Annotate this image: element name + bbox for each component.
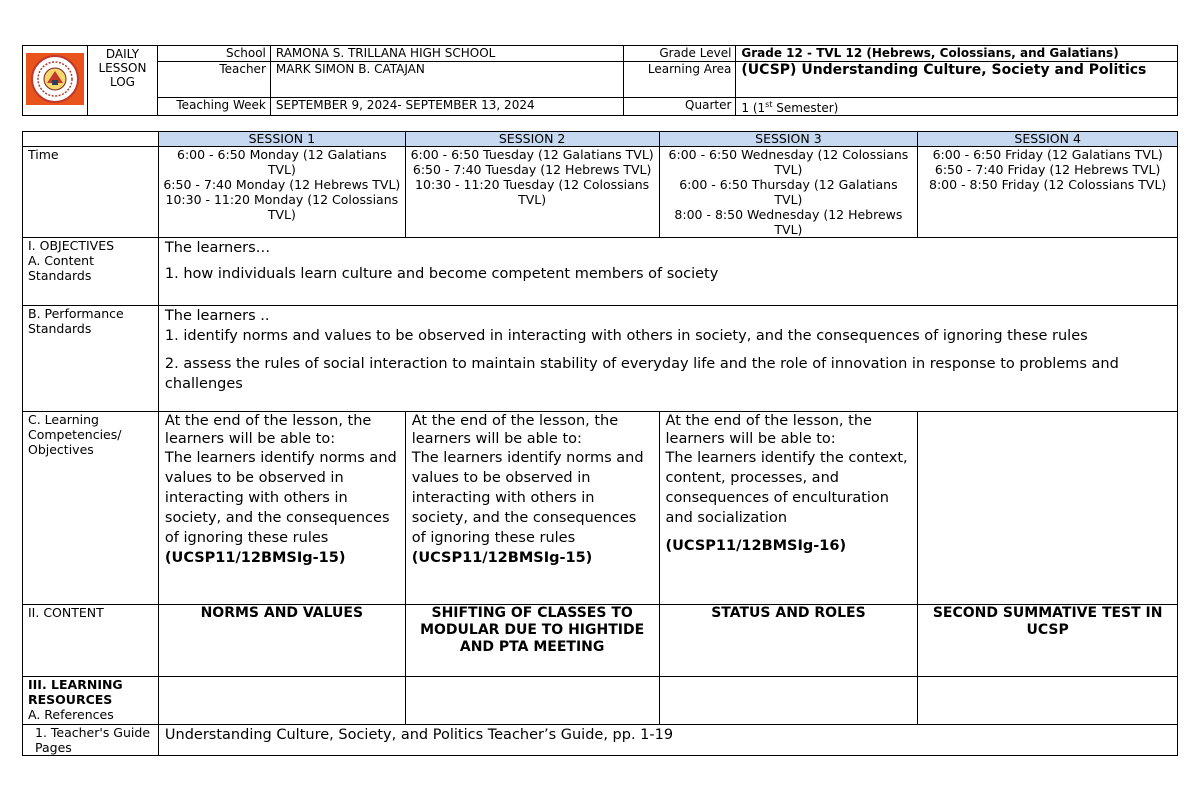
learning-resources-label: III. LEARNING RESOURCES A. References — [23, 677, 159, 725]
learning-area-value: (UCSP) Understanding Culture, Society and Politics — [736, 62, 1178, 98]
quarter-label: Quarter — [624, 98, 736, 116]
school-logo — [23, 46, 88, 116]
session-2-time: 6:00 - 6:50 Tuesday (12 Galatians TVL) 6:50 - 7:40 Tuesday (12 Hebrews TVL) 10:30 - 11:20 Tuesday (12 Colossians TVL) — [405, 147, 659, 238]
teacher-value: MARK SIMON B. CATAJAN — [270, 62, 624, 98]
lesson-log-table — [22, 131, 1178, 756]
session-3-competency: At the end of the lesson, the learners will be able to: The learners identify the context, content, processes, and consequences of enculturation and socialization (UCSP11/12BMSIg-16) — [659, 412, 918, 605]
grade-level-label: Grade Level — [624, 46, 736, 62]
teachers-guide-label: 1. Teacher's Guide Pages — [23, 725, 159, 756]
content-label: II. CONTENT — [23, 605, 159, 677]
session-4-header: SESSION 4 — [918, 132, 1178, 147]
learning-competencies-label: C. Learning Competencies/ Objectives — [23, 412, 159, 605]
session-1-time: 6:00 - 6:50 Monday (12 Galatians TVL) 6:50 - 7:40 Monday (12 Hebrews TVL) 10:30 - 11:20 Monday (12 Colossians TVL) — [158, 147, 405, 238]
session-4-content: SECOND SUMMATIVE TEST IN UCSP — [918, 605, 1178, 677]
school-label: School — [157, 46, 270, 62]
time-label: Time — [23, 147, 159, 238]
session-3-time: 6:00 - 6:50 Wednesday (12 Colossians TVL) 6:00 - 6:50 Thursday (12 Galatians TVL) 8:00 - 8:50 Wednesday (12 Hebrews TVL) — [659, 147, 918, 238]
performance-standards-label: B. Performance Standards — [23, 306, 159, 412]
session-4-time: 6:00 - 6:50 Friday (12 Galatians TVL) 6:50 - 7:40 Friday (12 Hebrews TVL) 8:00 - 8:50 Friday (12 Colossians TVL) — [918, 147, 1178, 238]
school-value: RAMONA S. TRILLANA HIGH SCHOOL — [270, 46, 624, 62]
header-table — [22, 45, 1178, 116]
school-seal-icon — [26, 53, 84, 105]
session-4-competency — [918, 412, 1178, 605]
learning-area-label: Learning Area — [624, 62, 736, 98]
session-1-competency: At the end of the lesson, the learners will be able to: The learners identify norms and values to be observed in interacting with others in society, and the consequences of ignoring these rules (UCSP11/12BMSIg-15) — [158, 412, 405, 605]
performance-standards-value: The learners .. 1. identify norms and values to be observed in interacting with others in society, and the consequences of ignoring these rules 2. assess the rules of social interaction to maintain stability of everyday life and the role of innovation in response to problems and challenges — [158, 306, 1177, 412]
content-standards-value: The learners… 1. how individuals learn culture and become competent members of society — [158, 238, 1177, 306]
session-3-header: SESSION 3 — [659, 132, 918, 147]
session-4-references — [918, 677, 1178, 725]
grade-level-value: Grade 12 - TVL 12 (Hebrews, Colossians, and Galatians) — [736, 46, 1178, 62]
session-2-references — [405, 677, 659, 725]
session-header-blank — [23, 132, 159, 147]
session-2-content: SHIFTING OF CLASSES TO MODULAR DUE TO HIGHTIDE AND PTA MEETING — [405, 605, 659, 677]
session-3-references — [659, 677, 918, 725]
session-1-header: SESSION 1 — [158, 132, 405, 147]
teachers-guide-value: Understanding Culture, Society, and Politics Teacher’s Guide, pp. 1-19 — [158, 725, 1177, 756]
session-3-content: STATUS AND ROLES — [659, 605, 918, 677]
teaching-week-value: SEPTEMBER 9, 2024- SEPTEMBER 13, 2024 — [270, 98, 624, 116]
document-title: DAILY LESSON LOG — [87, 46, 157, 116]
session-2-competency: At the end of the lesson, the learners will be able to: The learners identify norms and values to be observed in interacting with others in society, and the consequences of ignoring these rules (UCSP11/12BMSIg-15) — [405, 412, 659, 605]
session-1-content: NORMS AND VALUES — [158, 605, 405, 677]
content-standards-label: I. OBJECTIVES A. Content Standards — [23, 238, 159, 306]
teaching-week-label: Teaching Week — [157, 98, 270, 116]
teacher-label: Teacher — [157, 62, 270, 98]
session-1-references — [158, 677, 405, 725]
quarter-value: 1 (1st Semester) — [736, 98, 1178, 116]
session-2-header: SESSION 2 — [405, 132, 659, 147]
